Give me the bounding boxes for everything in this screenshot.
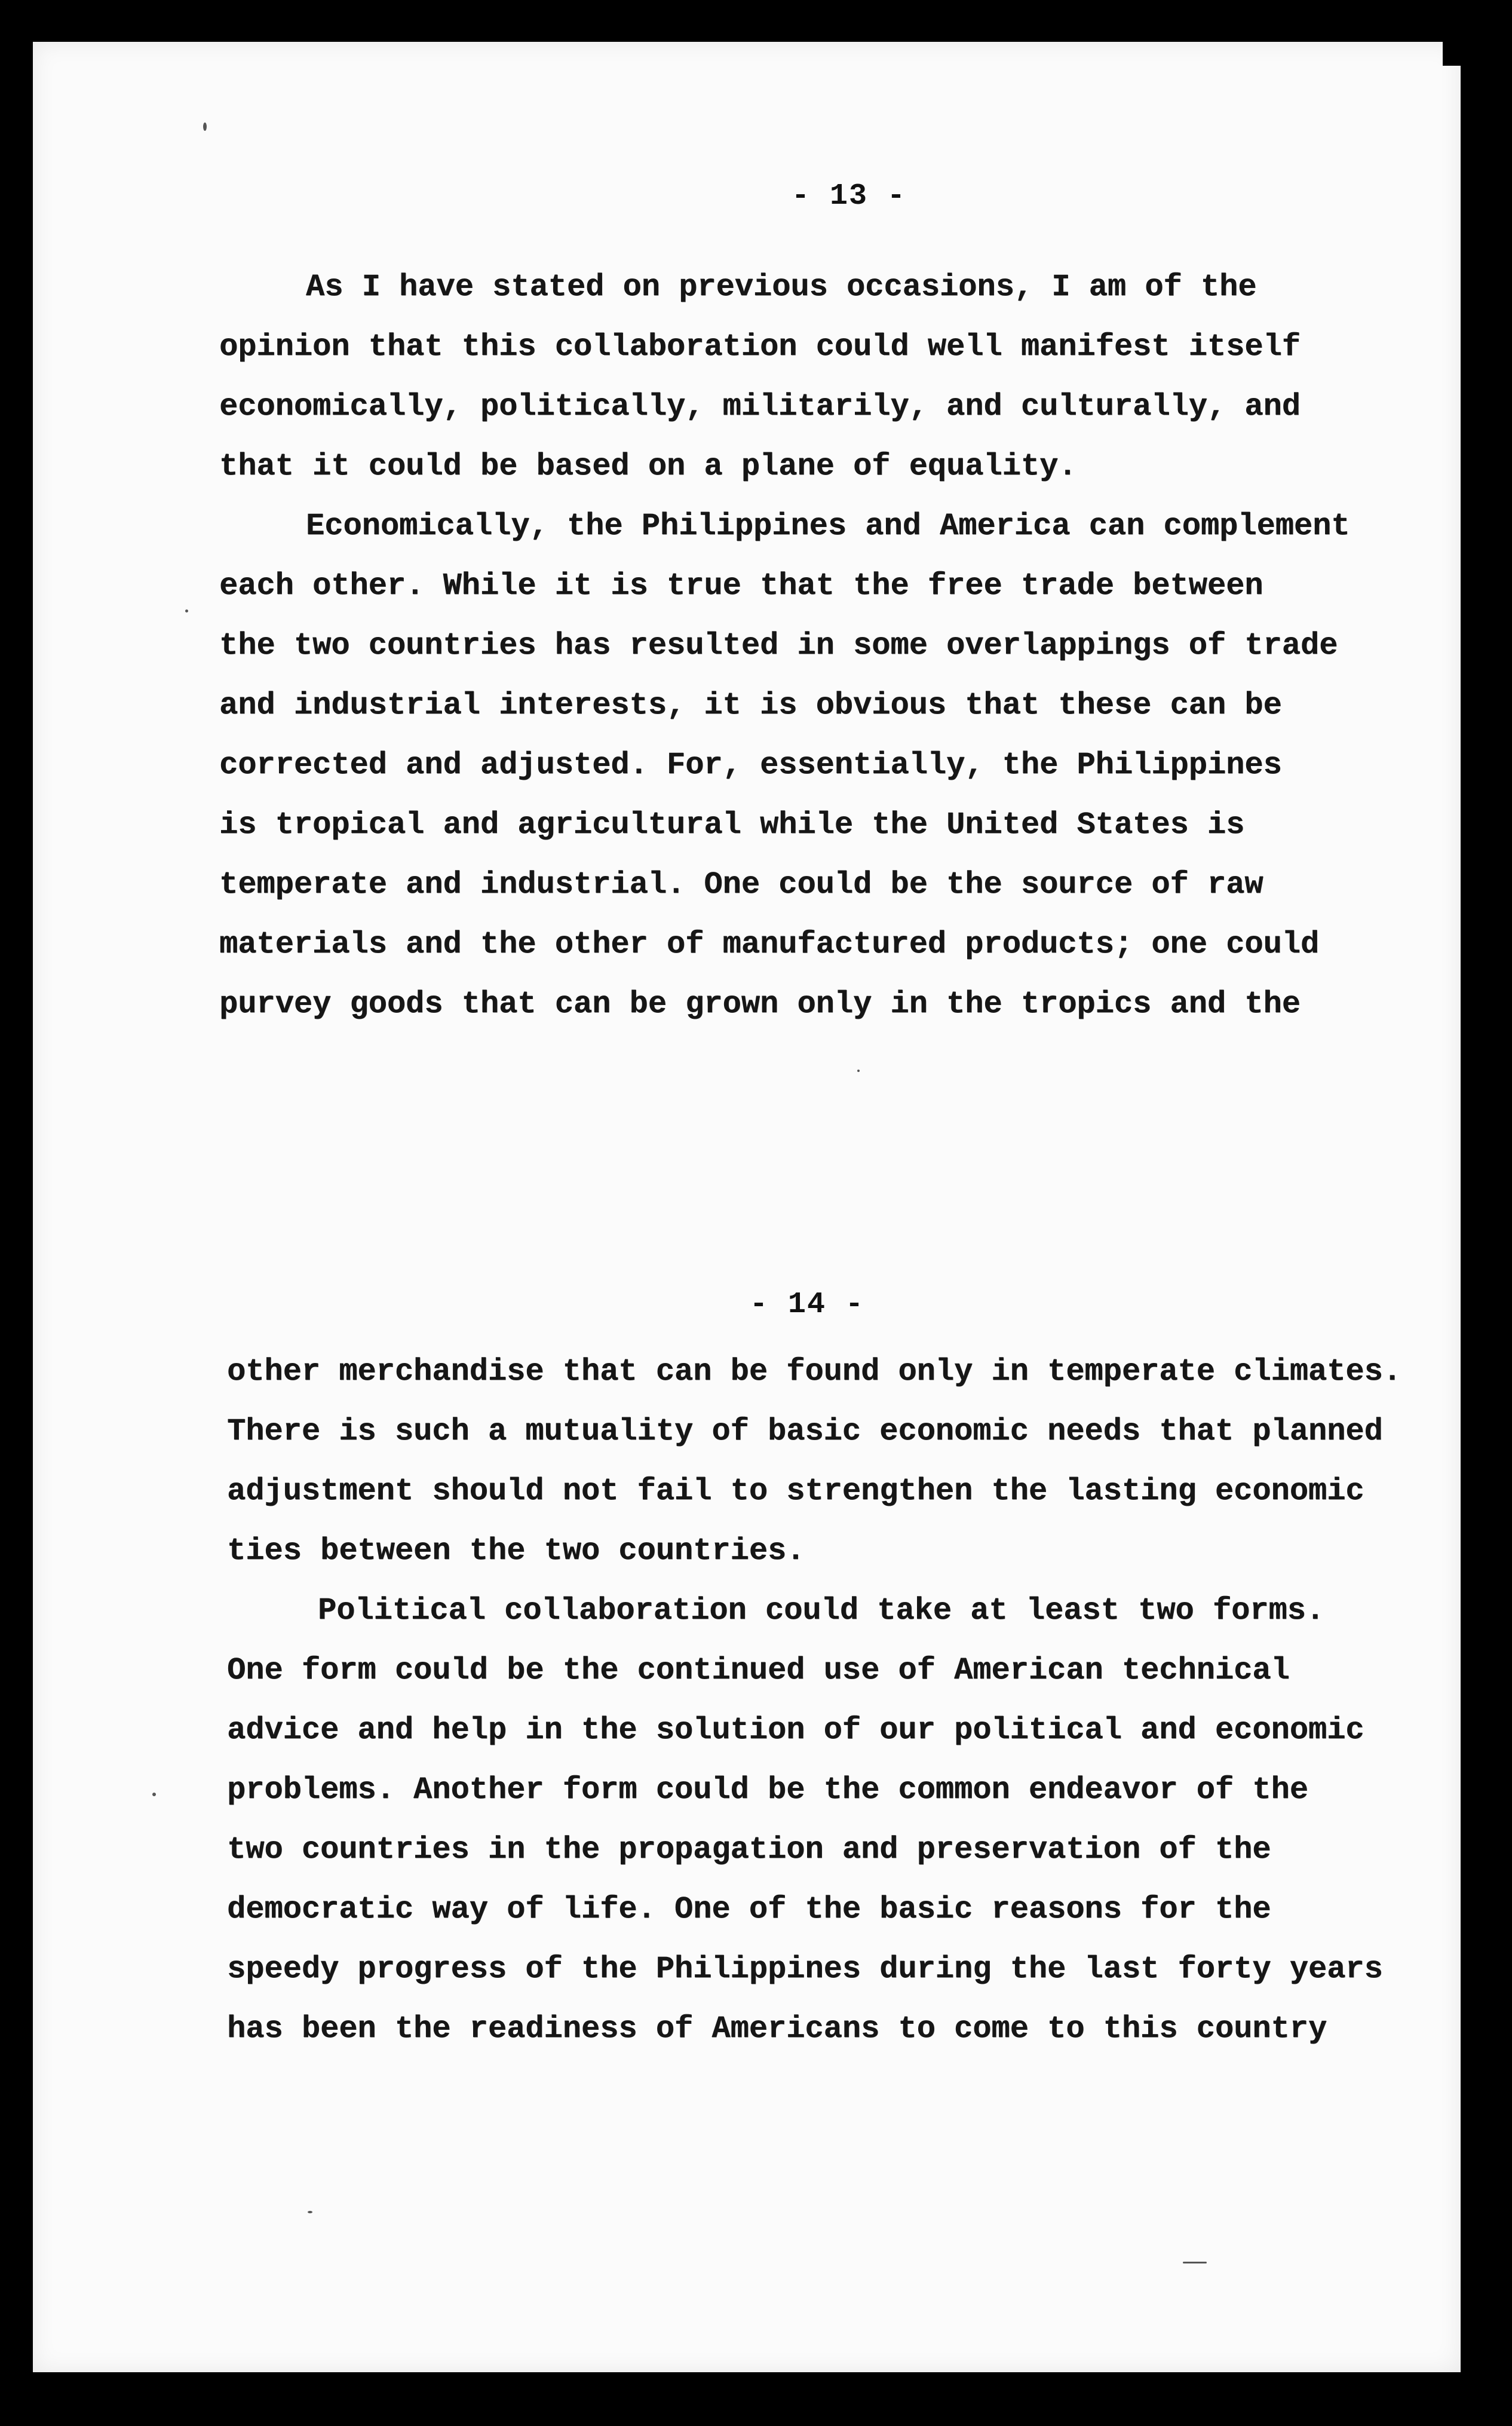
text-line: Economically, the Philippines and America can complement [306,509,1350,544]
paper-tear-mark [669,2371,765,2395]
text-line: There is such a mutuality of basic economic needs that planned [227,1414,1383,1449]
document-page [33,42,1461,2372]
text-line: and industrial interests, it is obvious that these can be [219,688,1282,723]
scan-speck [185,609,188,612]
text-line: adjustment should not fail to strengthen the lasting economic [227,1474,1364,1509]
text-line: democratic way of life. One of the basic reasons for the [227,1892,1271,1927]
text-line: advice and help in the solution of our political and economic [227,1713,1364,1748]
text-line: the two countries has resulted in some overlappings of trade [219,628,1338,663]
text-line: corrected and adjusted. For, essentially, the Philippines [219,748,1282,783]
page-number-14: - 14 - [750,1288,865,1322]
scan-speck [152,1793,156,1796]
text-line: that it could be based on a plane of equality. [219,449,1077,484]
scan-speck [1183,2262,1207,2263]
corner-notch [1443,36,1461,66]
scan-speck [203,122,207,131]
text-line: As I have stated on previous occasions, I am of the [306,269,1257,305]
text-line: Political collaboration could take at least two forms. [318,1593,1325,1628]
text-line: materials and the other of manufactured products; one could [219,927,1320,962]
text-line: One form could be the continued use of American technical [227,1653,1290,1688]
text-line: two countries in the propagation and preservation of the [227,1832,1271,1867]
text-line: speedy progress of the Philippines during the last forty years [227,1952,1383,1987]
text-line: ties between the two countries. [227,1533,805,1569]
text-line: economically, politically, militarily, and culturally, and [219,389,1301,424]
text-line: purvey goods that can be grown only in the tropics and the [219,987,1301,1022]
text-line: has been the readiness of Americans to come to this country [227,2011,1327,2047]
text-line: each other. While it is true that the free trade between [219,568,1263,604]
text-line: is tropical and agricultural while the United States is [219,807,1245,843]
scan-speck [308,2211,312,2213]
page-number-13: - 13 - [792,179,907,213]
text-line: problems. Another form could be the common endeavor of the [227,1772,1308,1808]
text-line: opinion that this collaboration could well manifest itself [219,329,1301,364]
text-line: temperate and industrial. One could be the source of raw [219,867,1263,902]
scan-speck [857,1070,860,1072]
text-line: other merchandise that can be found only in temperate climates. [227,1354,1401,1389]
